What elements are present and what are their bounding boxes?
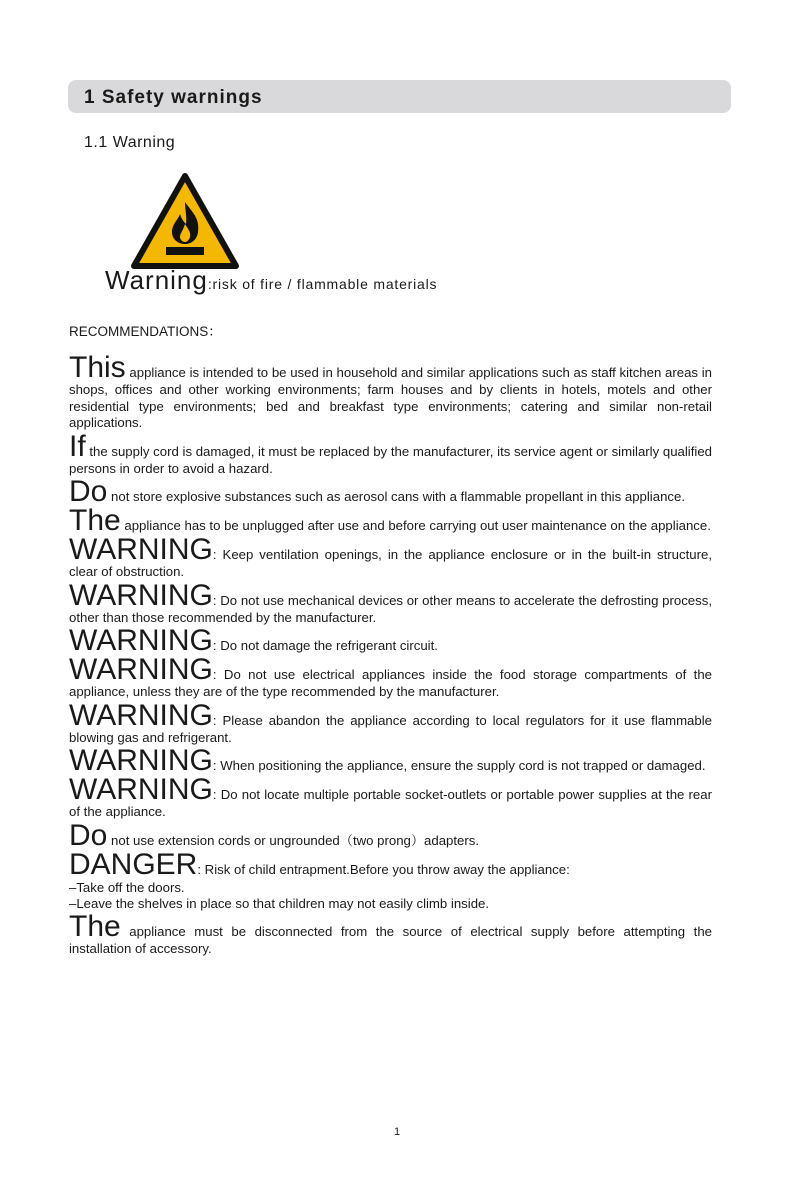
- page-number: 1: [393, 1126, 401, 1138]
- section-header-bar: [68, 80, 731, 113]
- paragraph: WARNING: Keep ventilation openings, in the appliance enclosure or in the built-in structure, clear of obstruction.: [69, 533, 712, 579]
- paragraph: This appliance is intended to be used in household and similar applications such as staff kitchen areas in shops, offices and other working environments; farm houses and by clients in hotels, motels and other residential type environments; bed and breakfast type environments; catering and similar non-retail applications.: [69, 351, 712, 430]
- paragraph: Do not store explosive substances such as aerosol cans with a flammable propellant in this appliance.: [69, 475, 685, 508]
- paragraph: DANGER: Risk of child entrapment.Before you throw away the appliance:: [69, 847, 570, 881]
- paragraph: WARNING: Do not use mechanical devices or other means to accelerate the defrosting process, other than those recommended by the manufacturer.: [69, 578, 712, 625]
- section-title: 1 Safety warnings: [84, 87, 263, 108]
- paragraph: Do not use extension cords or ungrounded（two prong）adapters.: [69, 818, 480, 852]
- caption-text: :risk of fire / flammable materials: [207, 276, 438, 292]
- danger-item: –Leave the shelves in place so that children may not easily climb inside.: [69, 896, 490, 911]
- paragraph: WARNING: Do not locate multiple portable socket-outlets or portable power supplies at the rear of the appliance.: [69, 773, 712, 819]
- paragraph: WARNING: When positioning the appliance, ensure the supply cord is not trapped or damaged.: [69, 744, 706, 777]
- flammable-warning-icon: [130, 172, 240, 270]
- recommendations-list: [69, 351, 712, 958]
- paragraph: The appliance must be disconnected from the source of electrical supply before attempting the installation of accessory.: [69, 909, 712, 956]
- danger-item: –Take off the doors.: [69, 879, 185, 895]
- paragraph: If the supply cord is damaged, it must be replaced by the manufacturer, its service agent or similarly qualified persons in order to avoid a hazard.: [69, 429, 712, 476]
- paragraph: The appliance has to be unplugged after use and before carrying out user maintenance on the appliance.: [69, 504, 711, 537]
- caption-lead: Warning: [105, 265, 208, 295]
- warning-caption: [105, 265, 437, 296]
- paragraph: WARNING: Do not damage the refrigerant circuit.: [69, 624, 438, 657]
- subsection-title: 1.1 Warning: [84, 134, 176, 151]
- paragraph: WARNING: Do not use electrical appliances inside the food storage compartments of the appliance, unless they are of the type recommended by the manufacturer.: [69, 653, 712, 699]
- recommendations-label: RECOMMENDATIONS：: [69, 324, 222, 339]
- paragraph: WARNING: Please abandon the appliance according to local regulators for it use flammable blowing gas and refrigerant.: [69, 698, 712, 745]
